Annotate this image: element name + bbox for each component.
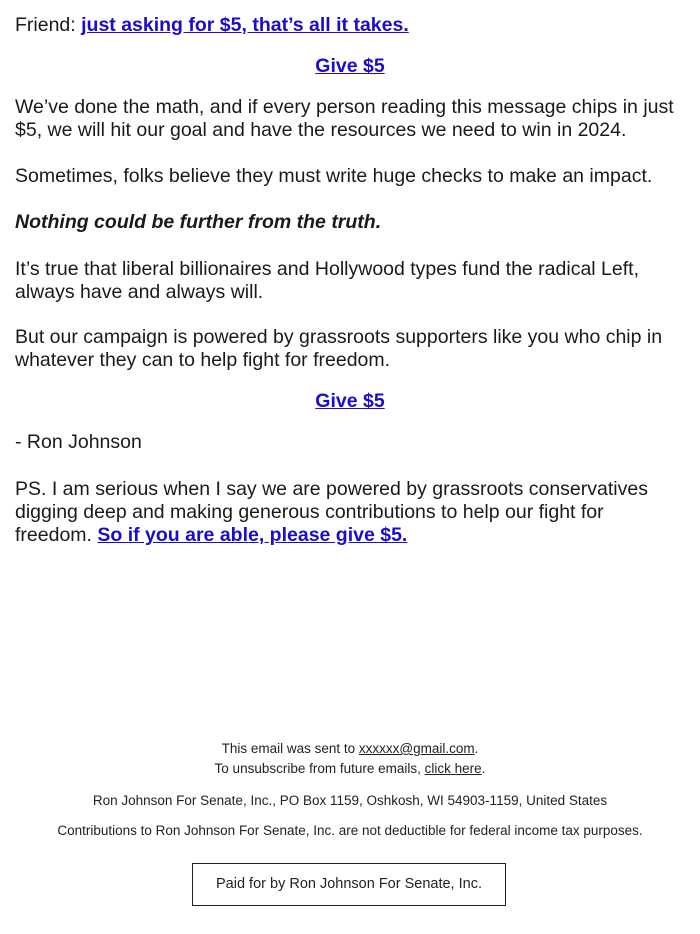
greeting-paragraph xyxy=(15,14,685,37)
math-paragraph: We’ve done the math, and if every person reading this message chips in just $5, we will hit our goal and have the resources we need to win in 2024. xyxy=(15,96,674,141)
truth-paragraph: Nothing could be further from the truth. xyxy=(15,211,382,233)
unsubscribe-suffix: . xyxy=(481,761,486,776)
give-five-top-link[interactable]: Give $5 xyxy=(315,55,385,77)
asking-five-link[interactable]: just asking for $5, that’s all it takes. xyxy=(81,14,409,36)
sent-to-suffix: . xyxy=(474,741,479,756)
unsubscribe-prefix: To unsubscribe from future emails, xyxy=(214,761,425,776)
give-five-top-paragraph xyxy=(15,55,685,78)
unsubscribe-line xyxy=(0,759,700,779)
checks-paragraph: Sometimes, folks believe they must write huge checks to make an impact. xyxy=(15,165,653,187)
mailing-address: Ron Johnson For Senate, Inc., PO Box 1159, Oshkosh, WI 54903-1159, United States xyxy=(92,793,608,808)
paid-for-disclaimer: Paid for by Ron Johnson For Senate, Inc. xyxy=(192,863,506,906)
sent-to-line xyxy=(0,739,700,759)
recipient-email-link[interactable]: xxxxxx@gmail.com xyxy=(358,741,475,756)
greeting-prefix: Friend: xyxy=(15,14,82,36)
ps-text: PS. I am serious when I say we are powered by grassroots conservatives digging deep and making generous contributions to help our fight for freedom. xyxy=(15,478,648,546)
billionaires-paragraph: It’s true that liberal billionaires and Hollywood types fund the radical Left, always have and always will. xyxy=(15,258,639,303)
tax-notice: Contributions to Ron Johnson For Senate, Inc. are not deductible for federal income tax purposes. xyxy=(57,823,643,838)
sent-to-prefix: This email was sent to xyxy=(221,741,359,756)
give-five-bottom-link[interactable]: Give $5 xyxy=(315,390,385,412)
ps-paragraph xyxy=(15,478,685,547)
give-five-bottom-paragraph xyxy=(15,390,685,413)
footer-recipient-block xyxy=(0,739,700,779)
signature: - Ron Johnson xyxy=(15,431,142,453)
unsubscribe-link[interactable]: click here xyxy=(424,761,482,776)
ps-give-link[interactable]: So if you are able, please give $5. xyxy=(97,524,408,546)
grassroots-paragraph: But our campaign is powered by grassroots supporters like you who chip in whatever they can to help fight for freedom. xyxy=(15,326,663,371)
